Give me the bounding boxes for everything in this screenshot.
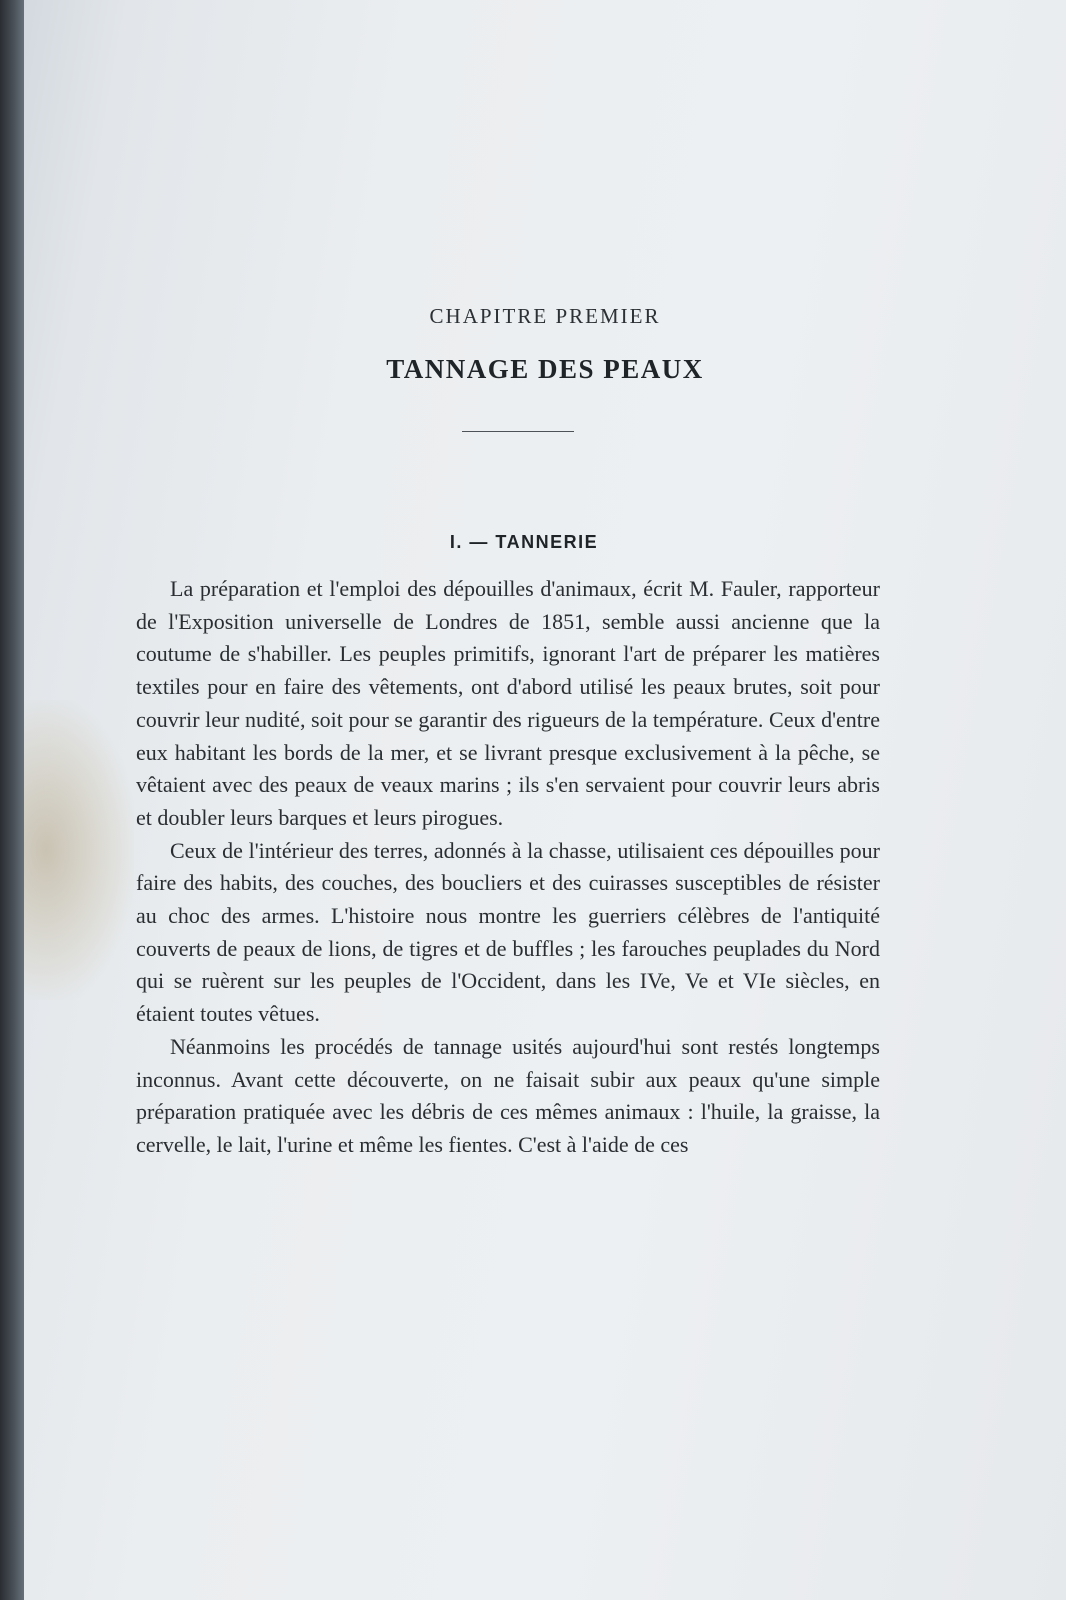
paragraph: Néanmoins les procédés de tannage usités aujourd'hui sont restés longtemps inconnus. Avant cette découverte, on ne faisait subir aux peaux qu'une simple préparation pratiquée avec les débris de ces mêmes animaux : l'huile, la graisse, la cervelle, le lait, l'urine et même les fientes. C'est à l'aide de ces bbox=[136, 1033, 880, 1157]
chapter-label: CHAPITRE PREMIER bbox=[429, 304, 661, 328]
body-text bbox=[136, 573, 880, 1162]
paragraph: La préparation et l'emploi des dépouilles d'animaux, écrit M. Fauler, rapporteur de l'Exposition universelle de Londres de 1851, semble aussi ancienne que la coutume de s'habiller. Les peuples primitifs, ignorant l'art de préparer les matières textiles pour en faire des vêtements, ont d'abord utilisé les peaux brutes, soit pour couvrir leur nudité, soit pour se garantir des rigueurs de la température. Ceux d'entre eux habitant les bords de la mer, et se livrant presque exclusivement à la pêche, se vêtaient avec des peaux de veaux marins ; ils s'en servaient pour couvrir leurs abris et doubler leurs barques et leurs pirogues. bbox=[136, 576, 880, 830]
book-page bbox=[24, 0, 1066, 1600]
title-divider bbox=[462, 431, 574, 432]
paragraph: Ceux de l'intérieur des terres, adonnés à la chasse, utilisaient ces dépouilles pour faire des habits, des couches, des boucliers et des cuirasses susceptibles de résister au choc des armes. L'histoire nous montre les guerriers célèbres de l'antiquité couverts de peaux de lions, de tigres et de buffles ; les farouches peuplades du Nord qui se ruèrent sur les peuples de l'Occident, dans les IVe, Ve et VIe siècles, en étaient toutes vêtues. bbox=[136, 837, 880, 1027]
chapter-title: TANNAGE DES PEAUX bbox=[386, 354, 704, 384]
page-stain bbox=[24, 700, 134, 1000]
book-spine-edge bbox=[0, 0, 26, 1600]
section-heading: I. — TANNERIE bbox=[449, 532, 599, 552]
